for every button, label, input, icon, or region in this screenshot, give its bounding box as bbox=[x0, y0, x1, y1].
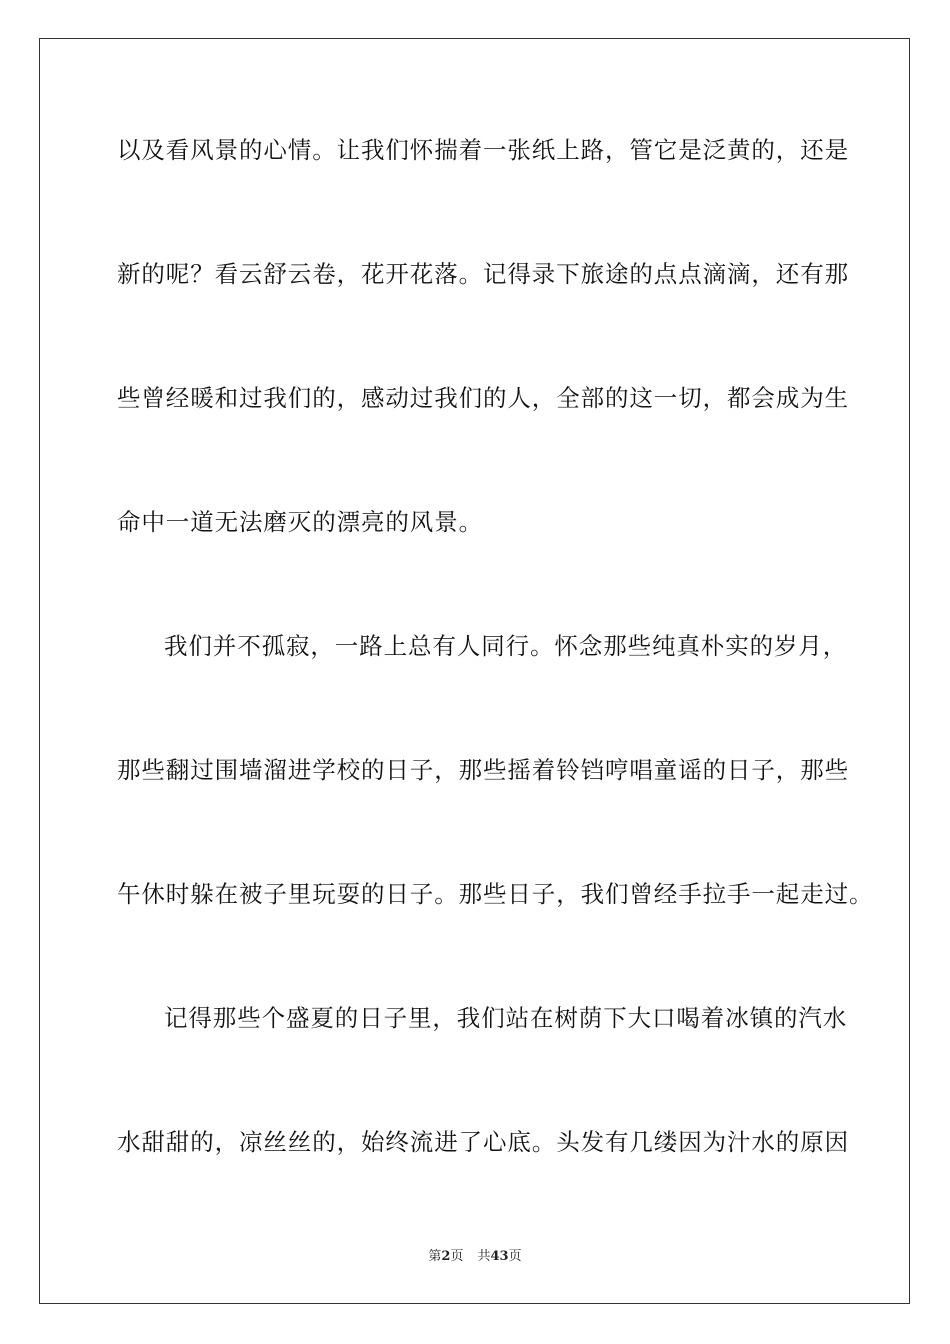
total-pages: 43 bbox=[490, 1249, 509, 1264]
text-line-3: 些曾经暖和过我们的，感动过我们的人，全部的这一切，都会成为生 bbox=[117, 384, 849, 412]
page-number: 2 bbox=[441, 1249, 451, 1264]
text-line-5: 我们并不孤寂，一路上总有人同行。怀念那些纯真朴实的岁月， bbox=[164, 632, 848, 660]
text-line-8: 记得那些个盛夏的日子里，我们站在树荫下大口喝着冰镇的汽水 bbox=[164, 1004, 848, 1032]
text-line-4: 命中一道无法磨灭的漂亮的风景。 bbox=[117, 508, 483, 536]
page-border bbox=[39, 38, 910, 1304]
text-line-6: 那些翻过围墙溜进学校的日子，那些摇着铃铛哼唱童谣的日子，那些 bbox=[117, 756, 849, 784]
page-footer bbox=[0, 1248, 950, 1266]
text-line-9: 水甜甜的，凉丝丝的，始终流进了心底。头发有几缕因为汁水的原因 bbox=[117, 1128, 849, 1156]
page-prefix: 第 bbox=[428, 1249, 442, 1264]
total-prefix: 共 bbox=[477, 1249, 491, 1264]
text-line-2: 新的呢？看云舒云卷，花开花落。记得录下旅途的点点滴滴，还有那 bbox=[117, 260, 849, 288]
total-suffix: 页 bbox=[508, 1249, 522, 1264]
text-line-1: 以及看风景的心情。让我们怀揣着一张纸上路，管它是泛黄的，还是 bbox=[117, 136, 849, 164]
text-line-7: 午休时躲在被子里玩耍的日子。那些日子，我们曾经手拉手一起走过。 bbox=[117, 880, 874, 908]
page-suffix: 页 bbox=[450, 1249, 464, 1264]
